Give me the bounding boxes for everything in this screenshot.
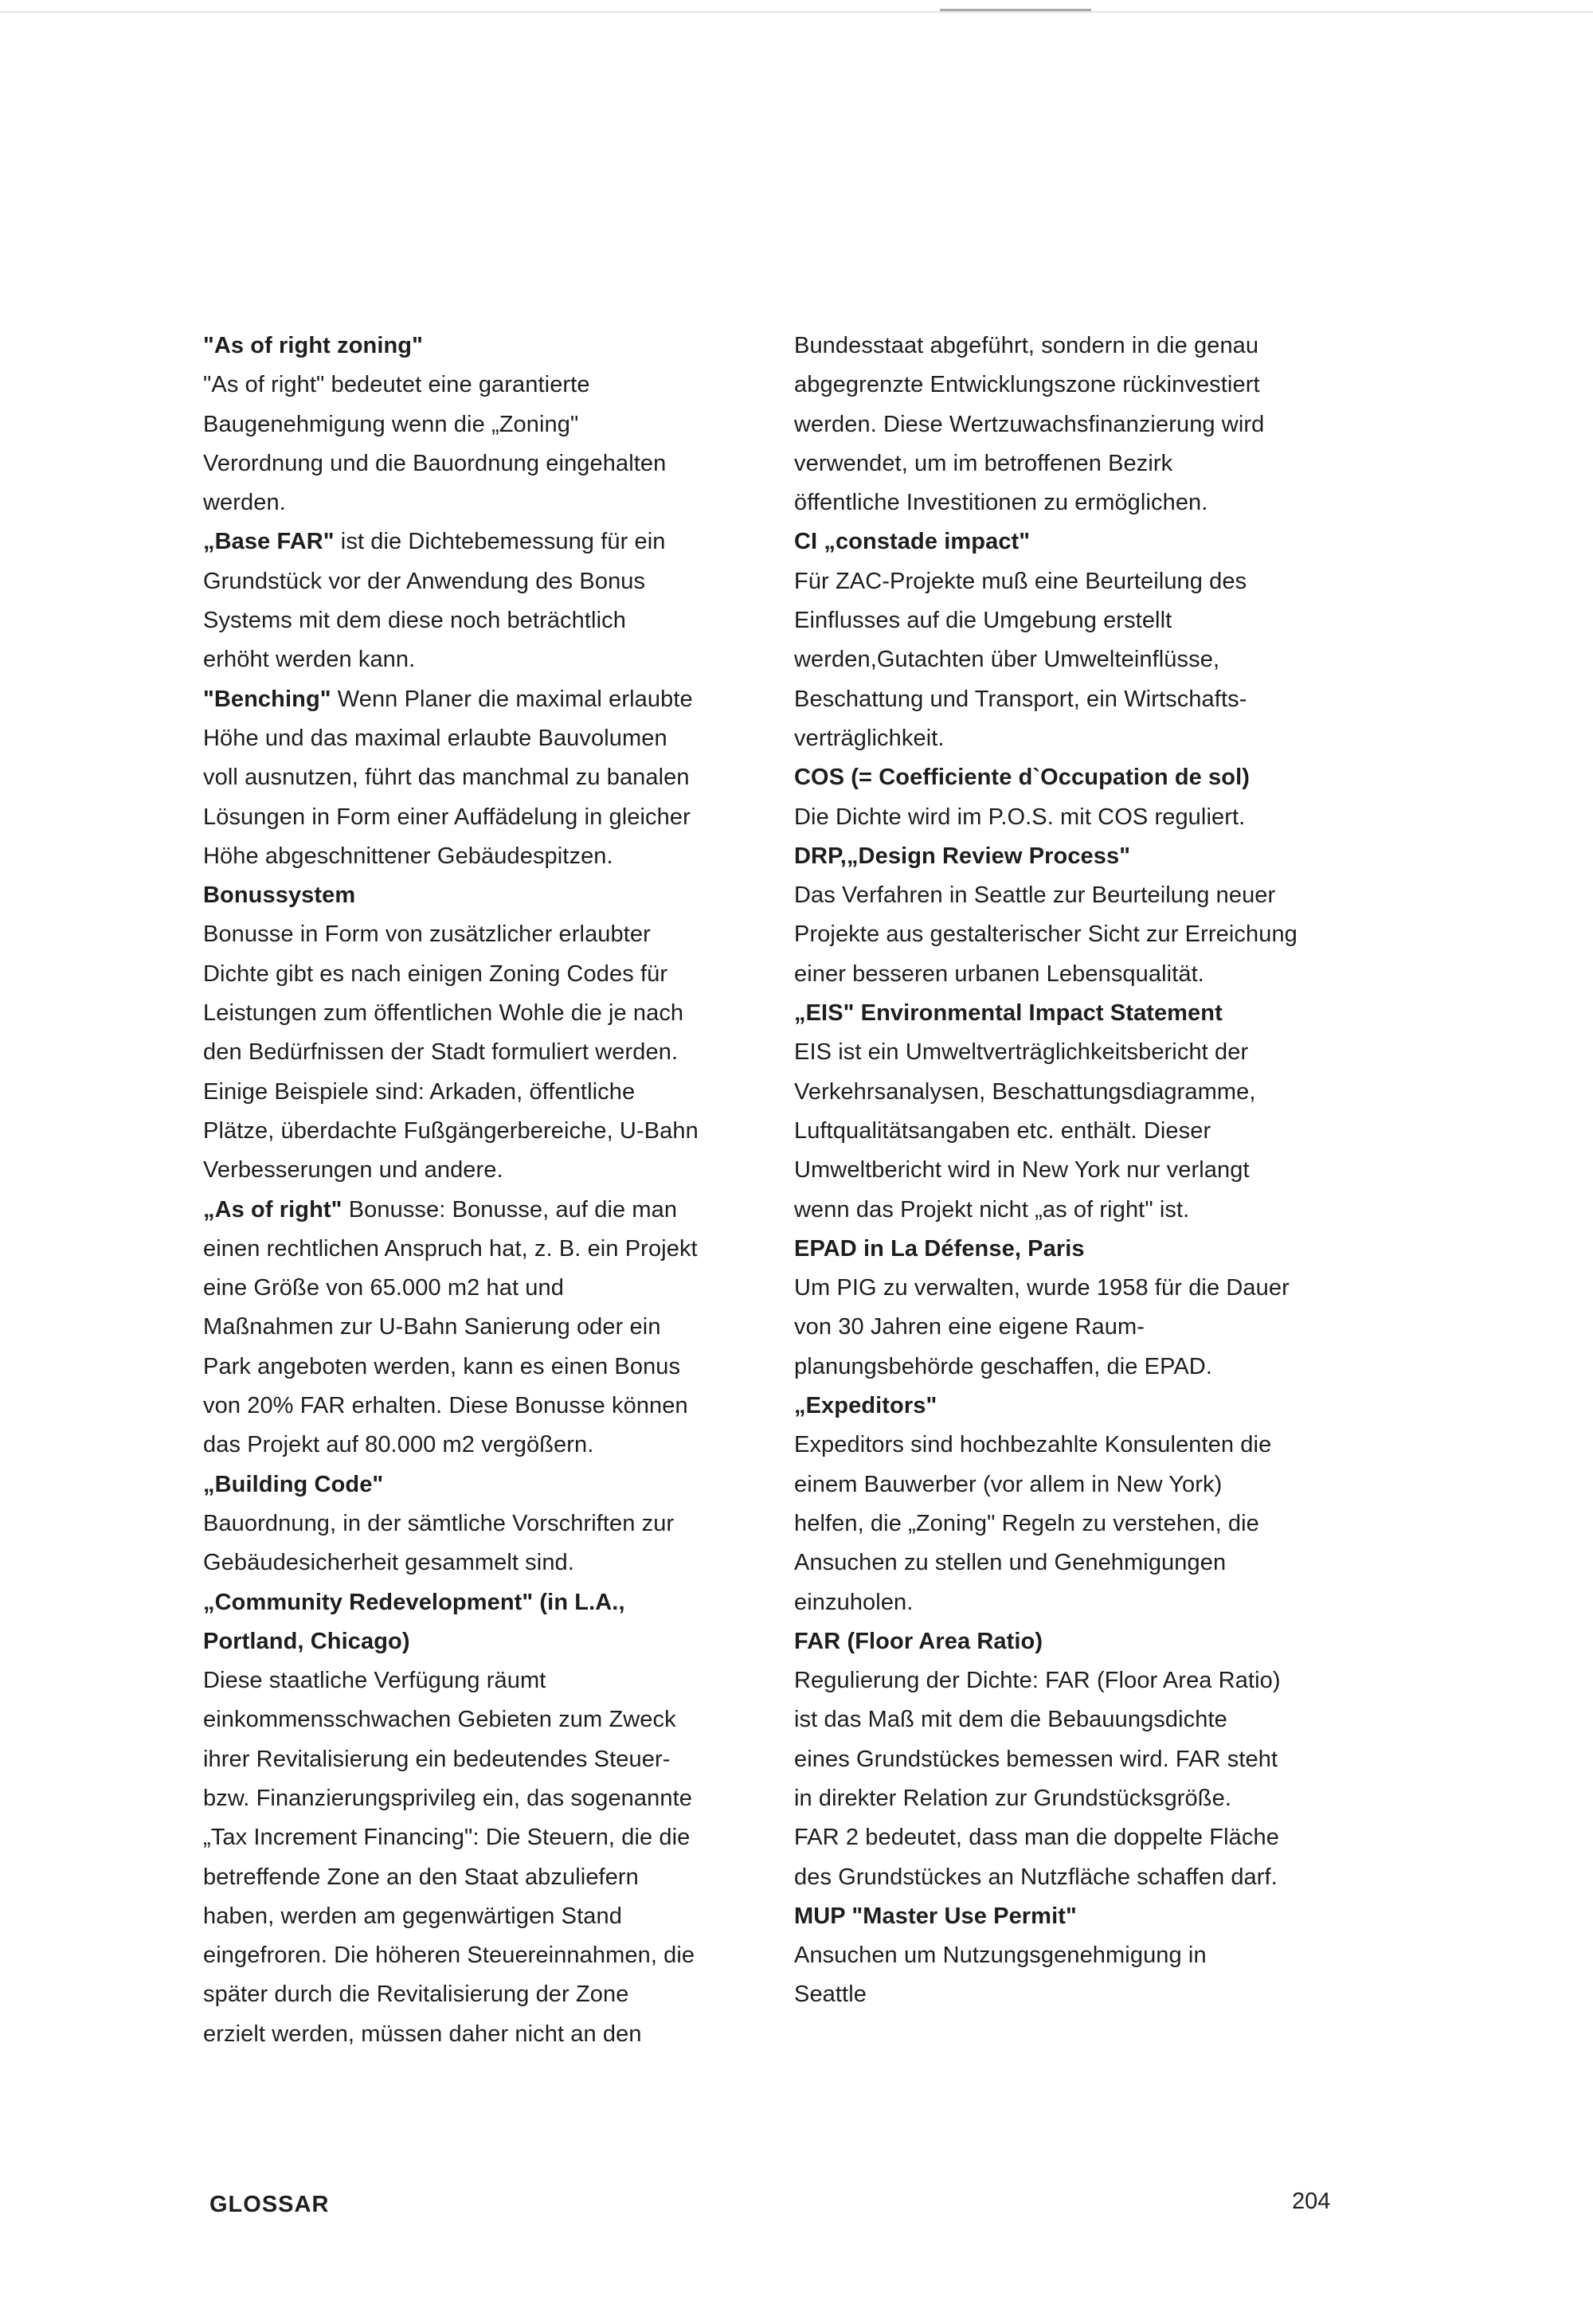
- glossary-text: ist die Dichtebemessung für ein Grundstück vor der Anwendung des Bonus Systems mit dem diese noch beträchtlich erhöht werden kann.: [203, 529, 666, 673]
- glossary-text: Für ZAC-Projekte muß eine Beurteilung des Einflusses auf die Umgebung erstellt werden,Gutachten über Umwelteinflüsse, Beschattung und Transport, ein Wirtschafts- verträglichkeit.: [794, 568, 1247, 751]
- glossary-entry: [794, 837, 1368, 876]
- glossary-term: MUP "Master Use Permit": [794, 1903, 1077, 1929]
- glossary-text: Expeditors sind hochbezahlte Konsulenten die einem Bauwerber (vor allem in New York) helfen, die „Zoning" Regeln zu verstehen, die Ansuchen zu stellen und Genehmigungen einzuholen.: [794, 1432, 1272, 1615]
- glossary-entry: [203, 680, 793, 876]
- glossary-text: Um PIG zu verwalten, wurde 1958 für die Dauer von 30 Jahren eine eigene Raum- planungsbehörde geschaffen, die EPAD.: [794, 1275, 1290, 1379]
- glossary-text: Bundesstaat abgeführt, sondern in die genau abgegrenzte Entwicklungszone rückinvestiert werden. Diese Wertzuwachsfinanzierung wird verwendet, um im betroffenen Bezirk öffentliche Investitionen zu ermöglichen.: [794, 333, 1265, 516]
- glossary-term: "As of right zoning": [203, 333, 423, 358]
- glossary-entry: [794, 1622, 1368, 1661]
- glossary-entry: [794, 1661, 1368, 1897]
- glossary-entry: [794, 798, 1368, 837]
- page-top-rule: [0, 11, 1593, 13]
- glossary-text: EIS ist ein Umweltverträglichkeitsbericht der Verkehrsanalysen, Beschattungsdiagramme, Luftqualitätsangaben etc. enthält. Dieser Umweltbericht wird in New York nur verlangt wenn das Projekt nicht „as of right" ist.: [794, 1039, 1256, 1223]
- glossary-term: „EIS" Environmental Impact Statement: [794, 1000, 1223, 1027]
- glossary-entry: [794, 1269, 1368, 1387]
- page-number: 204: [1292, 2189, 1331, 2214]
- glossary-entry: [794, 1230, 1368, 1269]
- glossary-entry: [794, 1387, 1368, 1426]
- glossary-entry: [794, 1897, 1368, 1936]
- glossary-term: Bonussystem: [203, 882, 356, 909]
- glossary-text: Diese staatliche Verfügung räumt einkommensschwachen Gebieten zum Zweck ihrer Revitalisierung ein bedeutendes Steuer- bzw. Finanzierungsprivileg ein, das sogenannte „Tax Increment Financing": Die Steuern, die die betreffende Zone an den Staat abzuliefern haben, werden am gegenwärtigen Stand eingefroren. Die höheren Steuereinnahmen, die später durch die Revitalisierung der Zone erzielt werden, müssen daher nicht an den: [203, 1668, 695, 2047]
- glossary-text: Regulierung der Dichte: FAR (Floor Area Ratio) ist das Maß mit dem die Bebauungsdichte eines Grundstückes bemessen wird. FAR steht in direkter Relation zur Grundstücksgröße. FAR 2 bedeutet, dass man die doppelte Fläche des Grundstückes an Nutzfläche schaffen darf.: [794, 1668, 1281, 1890]
- glossary-entry: [203, 1583, 793, 1662]
- glossary-text: Die Dichte wird im P.O.S. mit COS reguliert.: [794, 804, 1246, 830]
- glossary-entry: [203, 876, 793, 915]
- glossary-term: „Base FAR": [203, 529, 335, 555]
- glossary-term: DRP,„Design Review Process": [794, 843, 1131, 869]
- glossary-entry: [203, 915, 793, 1190]
- glossary-text: Bonusse: Bonusse, auf die man einen rechtlichen Anspruch hat, z. B. ein Projekt eine Größe von 65.000 m2 hat und Maßnahmen zur U-Bahn Sanierung oder ein Park angeboten werden, kann es einen Bonus von 20% FAR erhalten. Diese Bonusse können das Projekt auf 80.000 m2 vergößern.: [203, 1196, 698, 1458]
- glossary-term: „Building Code": [203, 1471, 384, 1497]
- glossary-text: Bauordnung, in der sämtliche Vorschriften zur Gebäudesicherheit gesammelt sind.: [203, 1510, 675, 1576]
- glossary-entry: [203, 366, 793, 522]
- glossary-text: Das Verfahren in Seattle zur Beurteilung neuer Projekte aus gestalterischer Sicht zur Erreichung einer besseren urbanen Lebensqualität.: [794, 882, 1297, 987]
- glossary-entry: [794, 327, 1368, 522]
- glossary-text: "As of right" bedeutet eine garantierte Baugenehmigung wenn die „Zoning" Verordnung und die Bauordnung eingehalten werden.: [203, 372, 667, 516]
- glossary-entry: [203, 1661, 793, 2054]
- glossary-term: „Community Redevelopment" (in L.A., Portland, Chicago): [203, 1589, 625, 1654]
- glossary-term: „Expeditors": [794, 1393, 937, 1419]
- glossary-entry: [794, 1936, 1368, 2015]
- glossary-entry: [794, 1033, 1368, 1229]
- glossary-entry: [203, 522, 793, 679]
- glossary-entry: [794, 1426, 1368, 1622]
- glossary-entry: [203, 1465, 793, 1504]
- right-column: [794, 327, 1368, 2015]
- glossary-term: COS (= Coefficiente d`Occupation de sol): [794, 765, 1250, 791]
- glossary-term: "Benching": [203, 686, 331, 712]
- glossary-entry: [794, 562, 1368, 758]
- glossary-entry: [794, 522, 1368, 561]
- left-column: [203, 327, 793, 2054]
- glossary-term: EPAD in La Défense, Paris: [794, 1235, 1085, 1262]
- glossary-text: Bonusse in Form von zusätzlicher erlaubter Dichte gibt es nach einigen Zoning Codes für Leistungen zum öffentlichen Wohle die je nach den Bedürfnissen der Stadt formuliert werden. Einige Beispiele sind: Arkaden, öffentliche Plätze, überdachte Fußgängerbereiche, U-Bahn Verbesserungen und andere.: [203, 921, 699, 1184]
- glossary-entry: [794, 758, 1368, 797]
- glossary-entry: [203, 1191, 793, 1465]
- glossary-term: CI „constade impact": [794, 529, 1031, 555]
- glossary-text: Wenn Planer die maximal erlaubte Höhe und das maximal erlaubte Bauvolumen voll ausnutzen, führt das manchmal zu banalen Lösungen in Form einer Auffädelung in gleicher Höhe abgeschnittener Gebäudespitzen.: [203, 686, 693, 869]
- glossary-term: FAR (Floor Area Ratio): [794, 1628, 1043, 1654]
- glossary-entry: [203, 1504, 793, 1583]
- glossary-term: „As of right": [203, 1196, 342, 1223]
- section-label: GLOSSAR: [209, 2192, 330, 2217]
- glossary-entry: [794, 994, 1368, 1033]
- glossary-entry: [794, 876, 1368, 994]
- glossary-text: Ansuchen um Nutzungsgenehmigung in Seattle: [794, 1943, 1207, 2008]
- page-top-mark: [940, 9, 1091, 11]
- glossary-entry: [203, 327, 793, 366]
